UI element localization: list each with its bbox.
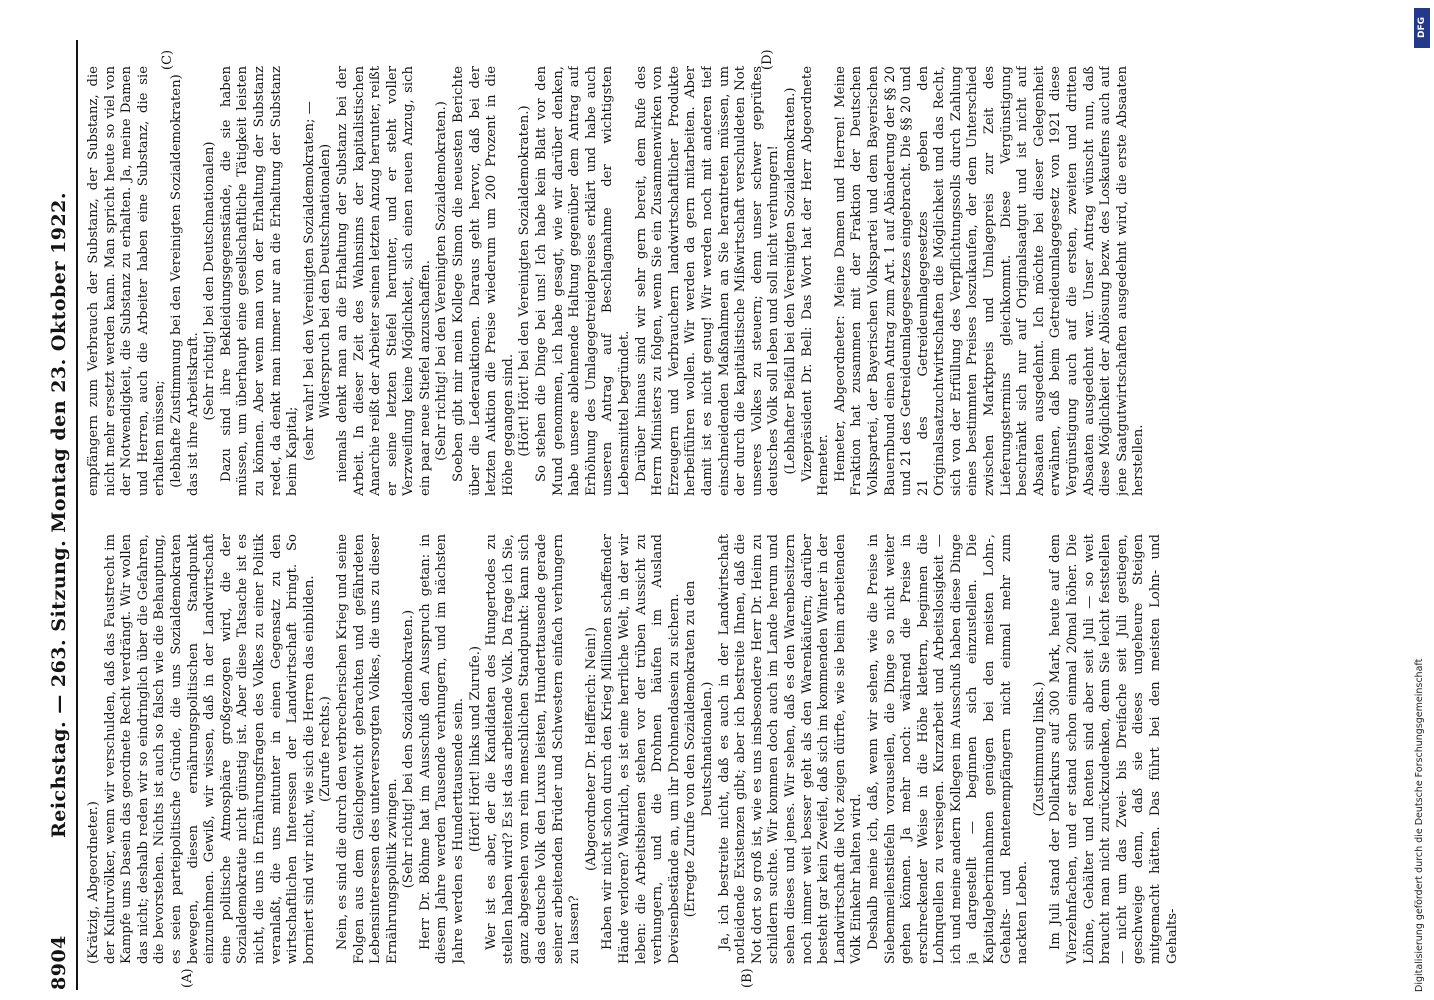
paragraph: Herr Dr. Böhme hat im Ausschuß den Ausspruch getan: in diesem Jahre werden Tausende verhungern, und im nächsten Jahre werden es Hunderttausende sein. [417,534,467,964]
interjection: (Sehr richtig! bei den Vereinigten Sozialdemokraten.) [434,101,450,461]
margin-mark-c: (C) [160,49,175,70]
paragraph: Im Juli stand der Dollarkurs auf 300 Mark, heute auf dem Vierzehnfachen, und er stand schon einmal 20mal höher. Die Löhne, Gehälter und Renten sind aber seit Juli — so weit braucht man nicht zurückzudenken, denn Sie leicht feststellen — nicht um das Zwei- bis Dreifache seit Juli gestiegen, geschweige denn, daß sie dieses ungeheure Steigen mitgemacht hätten. Das führt bei den meisten Lohn- und Gehalts- [1048,534,1180,964]
page-title: Reichstag. — 263. Sitzung. Montag den 23. Oktober 1922. [48,191,70,839]
paragraph: der Kulturvölker, wenn wir verschulden, daß das Faustrecht im Kampfe ums Dasein das geordnete Recht verdrängt. Wir wollen das nicht; deshalb reden wir so eindringlich über die Gefahren, die bevorstehen. Nichts ist auch so falsch wie die Behauptung, es seien parteipolitische Gründe, die uns Sozialdemokraten bewegen, diesen ernährungspolitischen Standpunkt einzunehmen. Gewiß, wir wissen, daß in der Landwirtschaft eine politische Atmosphäre großgezogen wird, die der Sozialdemokratie nicht günstig ist. Aber diese Tatsache ist es nicht, die uns in Ernährungsfragen des Volkes zu einer Politik veranlaßt, die uns mitunter in einen Gegensatz zu den wirtschaftlichen Interessen der Landwirtschaft bringt. So borniert sind wir nicht, wie sich die Herren das einbilden. [102,534,317,964]
paragraph: Haben wir nicht schon durch den Krieg Millionen schaffender Hände verloren? Wahrlich, es ist eine herrliche Welt, in der wir leben: die Arbeitsbienen stehen vor der trüben Aussicht zu verhungern, und die Drohnen häufen im Ausland Devisenbestände an, um ihr Drohnendasein zu sichern. [600,534,682,964]
interjection: (lebhafte Zustimmung bei den Vereinigten Sozialdemokraten) [168,74,184,488]
right-column [86,66,1361,496]
paragraph: Nein, es sind die durch den verbrecherischen Krieg und seine Folgen aus dem Gleichgewicht gebrachten und gefährdeten Lebensinteressen des unterversorgten Volkes, die uns zu dieser Ernährungspolitik zwingen. [334,534,400,964]
paragraph: Wer ist es aber, der die Kandidaten des Hungertodes zu stellen haben wird? Es ist das arbeitende Volk. Da frage ich Sie, ganz abgesehen vom rein menschlichen Standpunkt: kann sich das deutsche Volk den Luxus leisten, Hunderttausende gerade seiner arbeitenden Brüder und Schwestern einfach verhungern zu lassen? [484,534,583,964]
paragraph: empfängern zum Verbrauch der Substanz, der Substanz, die nicht mehr ersetzt werden kann. Man spricht heute so viel von der Notwendigkeit, die Substanz zu erhalten. Ja, meine Damen und Herren, auch die Arbeiter haben eine Substanz, die sie erhalten müssen; [86,66,168,496]
paragraph: Hemeter, Abgeordneter: Meine Damen und Herren! Meine Fraktion hat zusammen mit der Fraktion der Deutschen Volkspartei, der Bayerischen Volkspartei und dem Bayerischen Bauernbund einen Antrag zum Art. 1 auf Abänderung der §§ 20 und 21 des Getreideumlagegesetzes eingebracht. Die §§ 20 und 21 des Getreideumlagegesetzes geben den Originalsaatzuchtwirtschaften die Möglichkeit und das Recht, sich von der Erfüllung des Verpflichtungssolls durch Zahlung eines bestimmten Preises loszukaufen, der dem Unterschied zwischen Marktpreis und Umlagepreis zur Zeit des Lieferungstermins gleichkommt. Diese Vergünstigung beschränkt sich nur auf Originalsaatgut und ist nicht auf Absaaten ausgedehnt. Ich möchte bei dieser Gelegenheit erwähnen, daß beim Getreideumlagegesetz von 1921 diese Vergünstigung auch auf die ersten, zweiten und dritten Absaaten ausgedehnt war. Unser Antrag wünscht nun, daß diese Möglichkeit der Ablösung bezw. des Loskaufens auch auf jene Saatgutwirtschaften ausgedehnt wird, die erste Absaaten herstellen. [832,66,1147,496]
dfg-logo: DFG [1414,8,1430,48]
interjection: (Zurufe rechts.) [318,696,334,802]
margin-mark-b: (B) [740,968,755,988]
paragraph: (Krätzig, Abgeordneter.) [86,801,101,964]
page-number: 8904 [48,935,70,990]
side-note [1412,8,1432,992]
interjection: (Sehr richtig! bei den Sozialdemokraten.) [401,609,417,889]
paragraph: Ja, ich bestreite nicht, daß es auch in der Landwirtschaft notleidende Existenzen gibt; aber ich bestreite Ihnen, daß die Not dort so groß ist, wie es uns insbesondere Herr Dr. Heim zu schildern suchte. Wir kommen doch auch im Lande herum und sehen dieses und jenes. Wir sehen, daß es den Warenbesitzern noch immer weit besser geht als den Warenkäufern; darüber besteht gar kein Zweifel, daß sich im kommenden Winter in der Landwirtschaft die Not zeigen dürfte, wie sie beim arbeitenden Volk Einkehr halten wird. [716,534,865,964]
paragraph: Soeben gibt mir mein Kollege Simon die neuesten Berichte über die Lederauktionen. Daraus geht hervor, daß bei der letzten Auktion die Preise wiederum um 200 Prozent in die Höhe gegangen sind. [451,66,516,496]
margin-mark-a: (A) [180,968,195,988]
paragraph: Deshalb meine ich, daß, wenn wir sehen, wie die Preise in Siebenmeilenstiefeln vorauseilen, die Dinge so nicht weiter gehen können. Ja mehr noch: während die Preise in erschreckender Weise in die Höhe klettern, beginnen die Lohnquellen zu versiegen. Kurzarbeit und Arbeitslosigkeit — ich und meine andern Kollegen im Ausschuß haben diese Dinge ja dargestellt — beginnen sich einzustellen. Die Kapitalgeberinnahmen genügen bei den meisten Lohn-, Gehalts- und Rentenempfängern nicht einmal mehr zum nackten Leben. [865,534,1031,964]
interjection: (Lebhafter Beifall bei den Vereinigten Sozialdemokraten.) [782,87,798,475]
interjection: (Hört! Hört! links und Zurufe.) [467,645,483,853]
interjection: (sehr wahr! bei den Vereinigten Sozialdemokraten; — Widerspruch bei den Deutschnationalen) [301,101,334,461]
interjection: (Abgeordneter Dr. Helfferich: Nein!) [583,627,599,871]
page-header [40,40,74,990]
interjection: (Erregte Zurufe von den Sozialdemokraten zu den Deutschnationalen.) [683,580,715,918]
interjection: (Hört! Hört! bei den Vereinigten Sozialdemokraten.) [517,105,533,457]
header-rule [76,40,78,990]
paragraph: Dazu sind ihre Bekleidungsgegenstände, die sie haben müssen, um überhaupt eine gesellschaftliche Tätigkeit leisten zu können. Aber wenn man von der Erhaltung der Substanz redet, da denkt man immer nur an die Erhaltung der Substanz beim Kapital; [218,66,301,496]
paragraph: das ist ihre Arbeitskraft. [185,332,201,496]
interjection: (Sehr richtig! bei den Deutschnationalen) [202,141,218,421]
interjection: (Zustimmung links.) [1031,681,1047,817]
left-column [86,534,1361,964]
margin-mark-d: (D) [760,49,775,70]
rotated-sheet [40,40,1370,990]
paragraph: So stehen die Dinge bei uns! Ich habe kein Blatt vor den Mund genommen, ich habe gesagt, wie wir darüber denken, habe unsere ablehnende Haltung gegenüber dem Antrag auf Erhöhung des Umlagegetreidepreises erklärt und habe auch unseren Antrag auf Beschlagnahme der wichtigsten Lebensmittel begründet. [534,66,632,496]
paragraph: Darüber hinaus sind wir sehr gern bereit, dem Rufe des Herrn Ministers zu folgen, wenn Sie ein Zusammenwirken von Erzeugern und Verbrauchern landwirtschaftlicher Produkte herbeiführen wollen. Wir werden da gern mitarbeiten. Aber damit ist es nicht genug! Wir werden noch mit anderen tief einschneidenden Maßnahmen an Sie herantreten müssen, um der durch die kapitalistische Mißwirtschaft verschuldeten Not unseres Volkes zu steuern; denn unser schwer geprüftes deutsches Volk soll leben und soll nicht verhungern! [633,66,782,496]
paragraph: niemals denkt man an die Erhaltung der Substanz bei der Arbeit. In dieser Zeit des Wahnsinns der kapitalistischen Anarchie reißt der Arbeiter seinen letzten Anzug herunter, reißt er seine letzten Stiefel herunter, und er steht voller Verzweiflung keine Möglichkeit, sich einen neuen Anzug, sich ein paar neue Stiefel anzuschaffen. [334,66,433,496]
digitization-note: Digitalisierung gefördert durch die Deutsche Forschungsgemeinschaft [1414,658,1425,992]
paragraph: Vizepräsident Dr. Bell: Das Wort hat der Herr Abgeordnete Hemeter. [799,66,832,496]
